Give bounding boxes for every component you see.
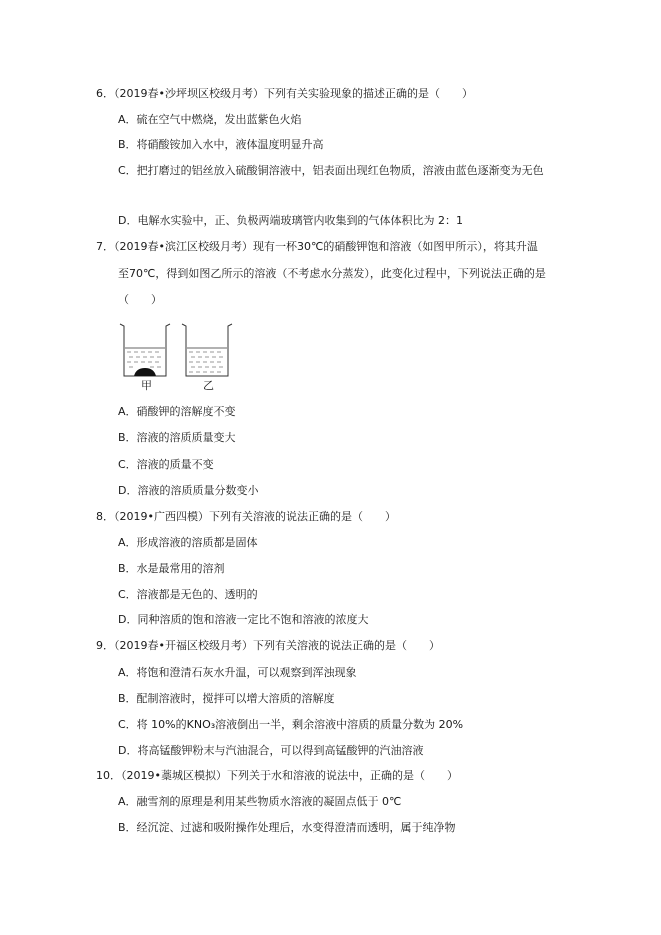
question-6-option-c: C．把打磨过的铝丝放入硫酸铜溶液中，铝表面出现红色物质，溶液由蓝色逐渐变为无色: [118, 164, 544, 177]
question-10-stem: 10．（2019•藁城区模拟）下列关于水和溶液的说法中，正确的是（ ）: [96, 769, 458, 782]
question-9-stem: 9．（2019春•开福区校级月考）下列有关溶液的说法正确的是（ ）: [96, 639, 440, 652]
question-7-stem-line3: （ ）: [118, 293, 162, 306]
beakers-diagram: [118, 322, 238, 378]
question-9-option-a: A．将饱和澄清石灰水升温，可以观察到浑浊现象: [118, 666, 357, 679]
question-6-option-d: D．电解水实验中，正、负极两端玻璃管内收集到的气体体积比为 2：1: [118, 214, 463, 227]
question-10-option-a: A．融雪剂的原理是利用某些物质水溶液的凝固点低于 0℃: [118, 795, 402, 808]
question-7-option-c: C．溶液的质量不变: [118, 458, 214, 471]
question-8-option-b: B．水是最常用的溶剂: [118, 562, 225, 575]
question-7-option-d: D．溶液的溶质质量分数变小: [118, 484, 259, 497]
beaker-figure: [118, 322, 238, 392]
question-7-option-a: A．硝酸钾的溶解度不变: [118, 405, 236, 418]
question-8-stem: 8．（2019•广西四模）下列有关溶液的说法正确的是（ ）: [96, 510, 396, 523]
question-7-option-b: B．溶液的溶质质量变大: [118, 431, 236, 444]
question-9-option-d: D．将高锰酸钾粉末与汽油混合，可以得到高锰酸钾的汽油溶液: [118, 744, 424, 757]
question-9-option-c: C．将 10%的KNO₃溶液倒出一半，剩余溶液中溶质的质量分数为 20%: [118, 718, 464, 731]
beaker-yi: [182, 324, 232, 376]
question-8-option-a: A．形成溶液的溶质都是固体: [118, 536, 258, 549]
question-8-option-d: D．同种溶质的饱和溶液一定比不饱和溶液的浓度大: [118, 613, 369, 626]
question-9-option-b: B．配制溶液时，搅拌可以增大溶质的溶解度: [118, 692, 335, 705]
figure-label-jia: 甲: [141, 379, 152, 392]
undissolved-solid: [134, 368, 156, 376]
question-6-stem: 6．（2019春•沙坪坝区校级月考）下列有关实验现象的描述正确的是（ ）: [96, 87, 473, 100]
question-6-option-b: B．将硝酸铵加入水中，液体温度明显升高: [118, 138, 324, 151]
figure-label-yi: 乙: [203, 379, 214, 392]
question-10-option-b: B．经沉淀、过滤和吸附操作处理后，水变得澄清而透明，属于纯净物: [118, 821, 456, 834]
question-7-stem-line2: 至70℃，得到如图乙所示的溶液（不考虑水分蒸发），此变化过程中，下列说法正确的是: [118, 267, 546, 280]
question-6-option-a: A．硫在空气中燃烧，发出蓝紫色火焰: [118, 113, 302, 126]
beaker-jia: [120, 324, 170, 376]
question-8-option-c: C．溶液都是无色的、透明的: [118, 588, 258, 601]
question-7-stem: 7．（2019春•滨江区校级月考）现有一杯30℃的硝酸钾饱和溶液（如图甲所示），将其升温: [96, 240, 538, 253]
